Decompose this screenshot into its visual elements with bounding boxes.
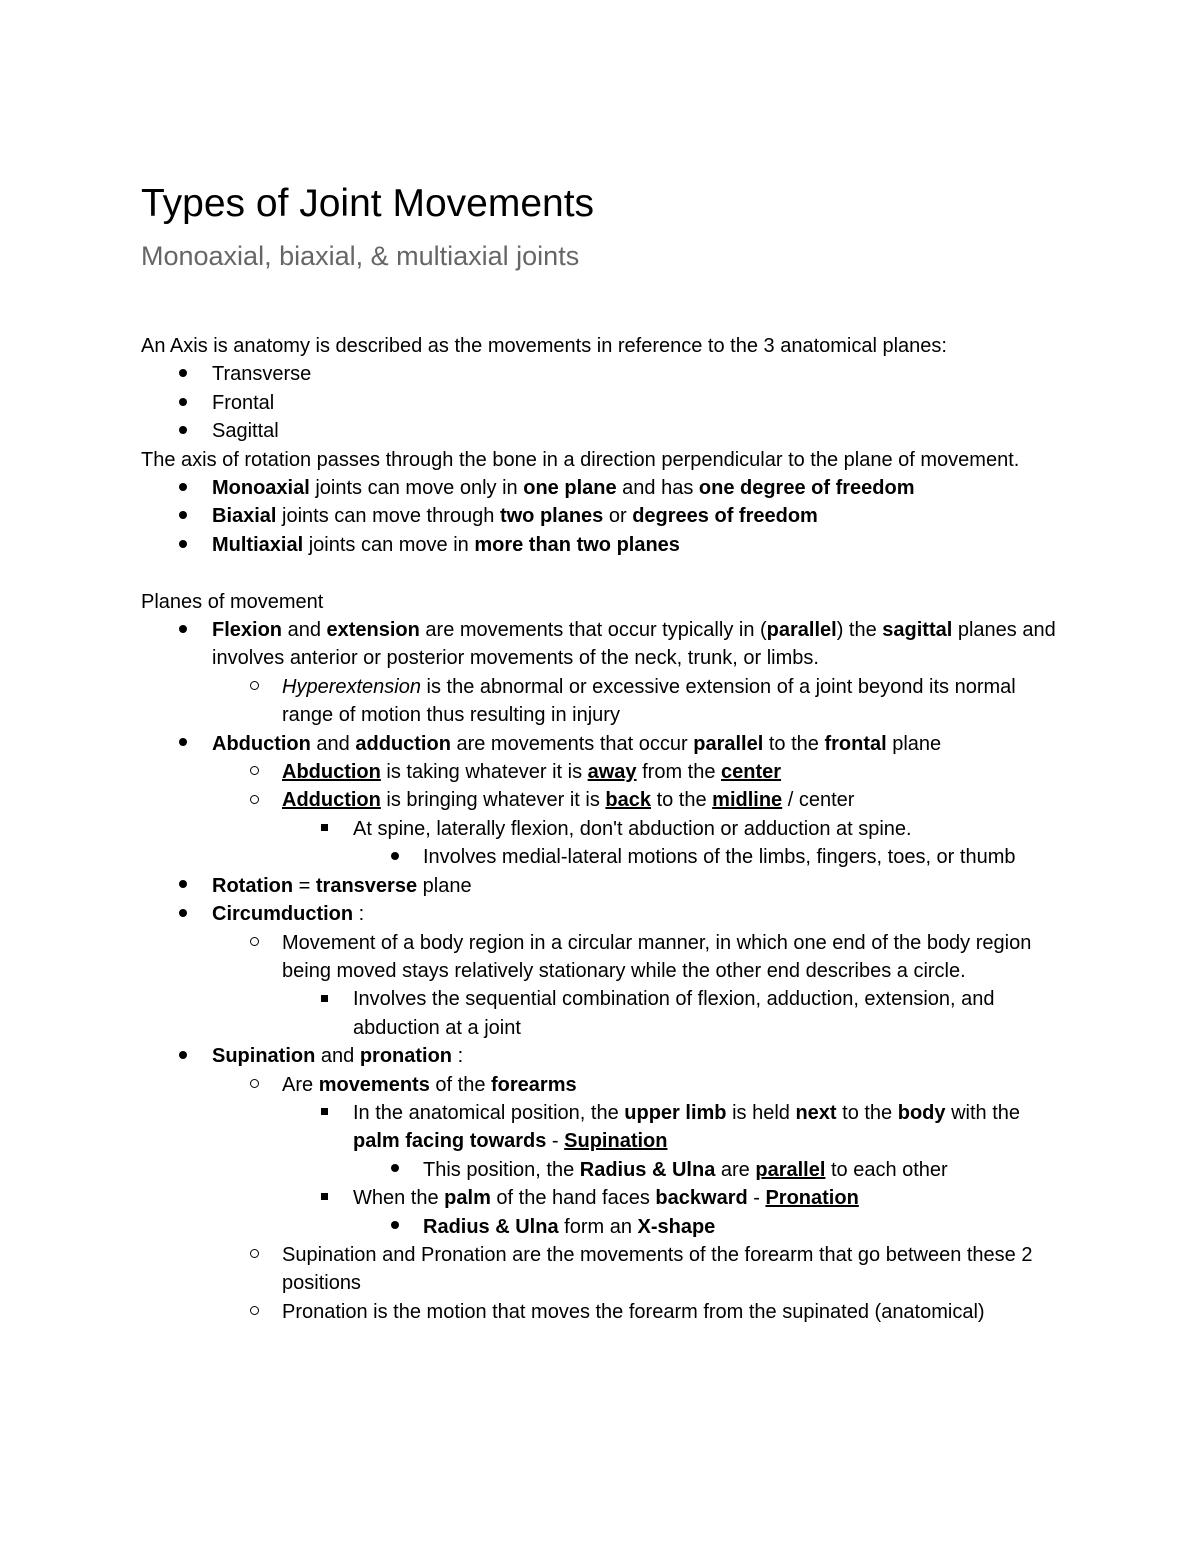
text-run: forearms xyxy=(491,1073,577,1096)
text-run: Movement of a body region in a circular manner, in which one end of the body region being moved stays relatively stationary while the other end describes a circle. xyxy=(282,931,1032,982)
list-item-level-1 xyxy=(141,730,1071,758)
bullet-circle-icon xyxy=(244,786,264,814)
text-run: Rotation xyxy=(212,874,294,897)
text-run: one degree of freedom xyxy=(698,477,915,500)
text-run: Involves medial-lateral motions of the limbs, fingers, toes, or thumb xyxy=(423,846,1016,869)
bullet-disc-icon xyxy=(173,616,193,644)
bullet-disc-icon xyxy=(385,1156,405,1184)
text-run: plane xyxy=(886,732,942,755)
text-run: Abduction xyxy=(212,732,311,755)
text-run: midline xyxy=(712,789,783,812)
text-run: palm facing towards xyxy=(353,1130,547,1153)
list-item-level-2 xyxy=(141,758,1071,786)
text-run: away xyxy=(587,761,637,784)
text-run: more than two planes xyxy=(474,533,680,556)
text-run: two planes xyxy=(499,505,604,528)
text-run: extension xyxy=(326,619,420,642)
text-run: transverse xyxy=(315,874,418,897)
text-run: center xyxy=(721,761,782,784)
page-title: Types of Joint Movements xyxy=(141,182,595,225)
list-item-level-2 xyxy=(141,929,1071,986)
text-run: This position, the xyxy=(423,1158,580,1181)
bullet-square-icon xyxy=(314,1184,334,1212)
list-item-level-4 xyxy=(141,1156,1071,1184)
paragraph xyxy=(141,588,1071,616)
text-run: An Axis is anatomy is described as the movements in reference to the 3 anatomical planes: xyxy=(141,335,947,357)
bullet-disc-icon xyxy=(173,872,193,900)
text-run: / center xyxy=(782,789,855,812)
text-run: are movements that occur xyxy=(450,732,694,755)
text-run: joints can move only in xyxy=(309,477,524,500)
text-run: Frontal xyxy=(212,391,275,414)
text-run: and has xyxy=(616,477,699,500)
list-item-level-1 xyxy=(141,360,1071,388)
text-run: pronation xyxy=(359,1045,453,1068)
text-run: and xyxy=(282,619,327,642)
text-run: form an xyxy=(558,1215,638,1238)
text-run: to the xyxy=(763,732,825,755)
text-run: Pronation is the motion that moves the forearm from the supinated (anatomical) xyxy=(282,1300,985,1323)
text-run: back xyxy=(605,789,652,812)
list-item-level-3 xyxy=(141,985,1071,1042)
text-run: joints can move in xyxy=(303,533,475,556)
list-item-level-1 xyxy=(141,417,1071,445)
text-run: Monoaxial xyxy=(212,477,310,500)
list-item-level-1 xyxy=(141,1042,1071,1070)
text-run: Sagittal xyxy=(212,420,279,443)
text-run: and xyxy=(315,1045,360,1068)
bullet-disc-icon xyxy=(173,417,193,445)
text-run: Multiaxial xyxy=(212,533,304,556)
bullet-circle-icon xyxy=(244,1241,264,1269)
text-run: Transverse xyxy=(212,363,312,386)
text-run: next xyxy=(795,1101,837,1124)
text-run: of the xyxy=(429,1073,491,1096)
text-run: parallel xyxy=(755,1158,826,1181)
bullet-disc-icon xyxy=(385,1213,405,1241)
text-run: Supination xyxy=(564,1130,668,1153)
text-run: Radius & Ulna xyxy=(579,1158,716,1181)
text-run: to each other xyxy=(825,1158,948,1181)
text-run: is bringing whatever it is xyxy=(380,789,606,812)
bullet-disc-icon xyxy=(173,474,193,502)
text-run: Supination and Pronation are the movements of the forearm that go between these 2 positions xyxy=(282,1243,1033,1295)
text-run: The axis of rotation passes through the bone in a direction perpendicular to the plane of movement. xyxy=(141,448,1020,471)
text-run: palm xyxy=(444,1187,491,1210)
list-item-level-1 xyxy=(141,872,1071,900)
bullet-square-icon xyxy=(314,985,334,1013)
text-run: degrees of freedom xyxy=(632,505,818,528)
list-item-level-2 xyxy=(141,673,1071,730)
text-run: plane xyxy=(417,874,472,897)
text-run: In the anatomical position, the xyxy=(353,1101,625,1124)
text-run: Supination xyxy=(212,1045,316,1068)
list-item-level-3 xyxy=(141,1099,1071,1156)
list-item-level-2 xyxy=(141,786,1071,814)
bullet-disc-icon xyxy=(173,730,193,758)
text-run: are xyxy=(715,1158,756,1181)
bullet-square-icon xyxy=(314,1099,334,1127)
text-run: from the xyxy=(636,761,722,784)
paragraph xyxy=(141,446,1071,474)
text-run: movements xyxy=(318,1073,430,1096)
text-run: sagittal xyxy=(882,619,953,642)
text-run: Flexion xyxy=(212,619,283,642)
bullet-circle-icon xyxy=(244,673,264,701)
bullet-disc-icon xyxy=(173,360,193,388)
text-run: planes and involves anterior or posterior movements of the neck, trunk, or limbs. xyxy=(212,619,1056,670)
text-run: with the xyxy=(945,1101,1020,1124)
list-item-level-2 xyxy=(141,1298,1071,1326)
list-item-level-2 xyxy=(141,1071,1071,1099)
bullet-circle-icon xyxy=(244,1298,264,1326)
text-run: body xyxy=(897,1101,946,1124)
text-run: Radius & Ulna xyxy=(423,1215,559,1238)
text-run: ) the xyxy=(836,619,883,642)
list-item-level-4 xyxy=(141,1213,1071,1241)
list-item-level-3 xyxy=(141,1184,1071,1212)
page-subtitle: Monoaxial, biaxial, & multiaxial joints xyxy=(141,241,580,271)
bullet-circle-icon xyxy=(244,1071,264,1099)
bullet-disc-icon xyxy=(173,531,193,559)
text-run: Planes of movement xyxy=(141,590,324,613)
text-run: is held xyxy=(726,1101,796,1124)
text-run: to the xyxy=(651,789,713,812)
text-run: - xyxy=(546,1130,565,1153)
text-run: parallel xyxy=(693,732,764,755)
text-run: is taking whatever it is xyxy=(380,761,588,784)
text-run: Hyperextension xyxy=(282,675,421,698)
bullet-circle-icon xyxy=(244,929,264,957)
text-run: Abduction xyxy=(282,761,381,784)
text-run: Biaxial xyxy=(212,505,277,528)
text-run: is the abnormal or excessive extension of a joint beyond its normal range of motion thus resulting in injury xyxy=(282,675,1016,727)
text-run: Involves the sequential combination of flexion, adduction, extension, and abduction at a joint xyxy=(353,988,995,1039)
text-run: backward xyxy=(655,1187,748,1210)
list-item-level-2 xyxy=(141,1241,1071,1298)
text-run: one plane xyxy=(523,477,617,500)
text-run: Circumduction xyxy=(212,903,354,926)
list-item-level-4 xyxy=(141,843,1071,871)
text-run: : xyxy=(452,1045,464,1068)
bullet-disc-icon xyxy=(173,389,193,417)
text-run: Adduction xyxy=(282,789,381,812)
text-run: - xyxy=(747,1187,766,1210)
text-run: adduction xyxy=(355,732,451,755)
list-item-level-1 xyxy=(141,474,1071,502)
list-item-level-1 xyxy=(141,389,1071,417)
list-item-level-1 xyxy=(141,531,1071,559)
list-item-level-1 xyxy=(141,616,1071,673)
text-run: X-shape xyxy=(637,1215,716,1238)
list-item-level-3 xyxy=(141,815,1071,843)
text-run: Pronation xyxy=(765,1187,859,1210)
list-item-level-1 xyxy=(141,900,1071,928)
text-run: Are xyxy=(282,1073,319,1096)
text-run: are movements that occur typically in ( xyxy=(419,619,767,642)
text-run: of the hand faces xyxy=(490,1187,656,1210)
list-item-level-1 xyxy=(141,502,1071,530)
text-run: When the xyxy=(353,1187,445,1210)
text-run: to the xyxy=(836,1101,898,1124)
bullet-circle-icon xyxy=(244,758,264,786)
text-run: and xyxy=(310,732,356,755)
text-run: At spine, laterally flexion, don't abduction or adduction at spine. xyxy=(353,817,912,840)
text-run: parallel xyxy=(766,619,837,642)
bullet-square-icon xyxy=(314,815,334,843)
text-run: joints can move through xyxy=(276,505,500,528)
document-body xyxy=(141,332,1071,1326)
text-run: or xyxy=(603,505,633,528)
text-run: upper limb xyxy=(624,1101,727,1124)
text-run: : xyxy=(353,903,365,926)
bullet-disc-icon xyxy=(173,900,193,928)
text-run: frontal xyxy=(824,732,887,755)
bullet-disc-icon xyxy=(173,1042,193,1070)
paragraph xyxy=(141,332,1071,360)
bullet-disc-icon xyxy=(385,843,405,871)
text-run: = xyxy=(293,874,316,897)
paragraph-spacer xyxy=(141,559,1071,587)
bullet-disc-icon xyxy=(173,502,193,530)
